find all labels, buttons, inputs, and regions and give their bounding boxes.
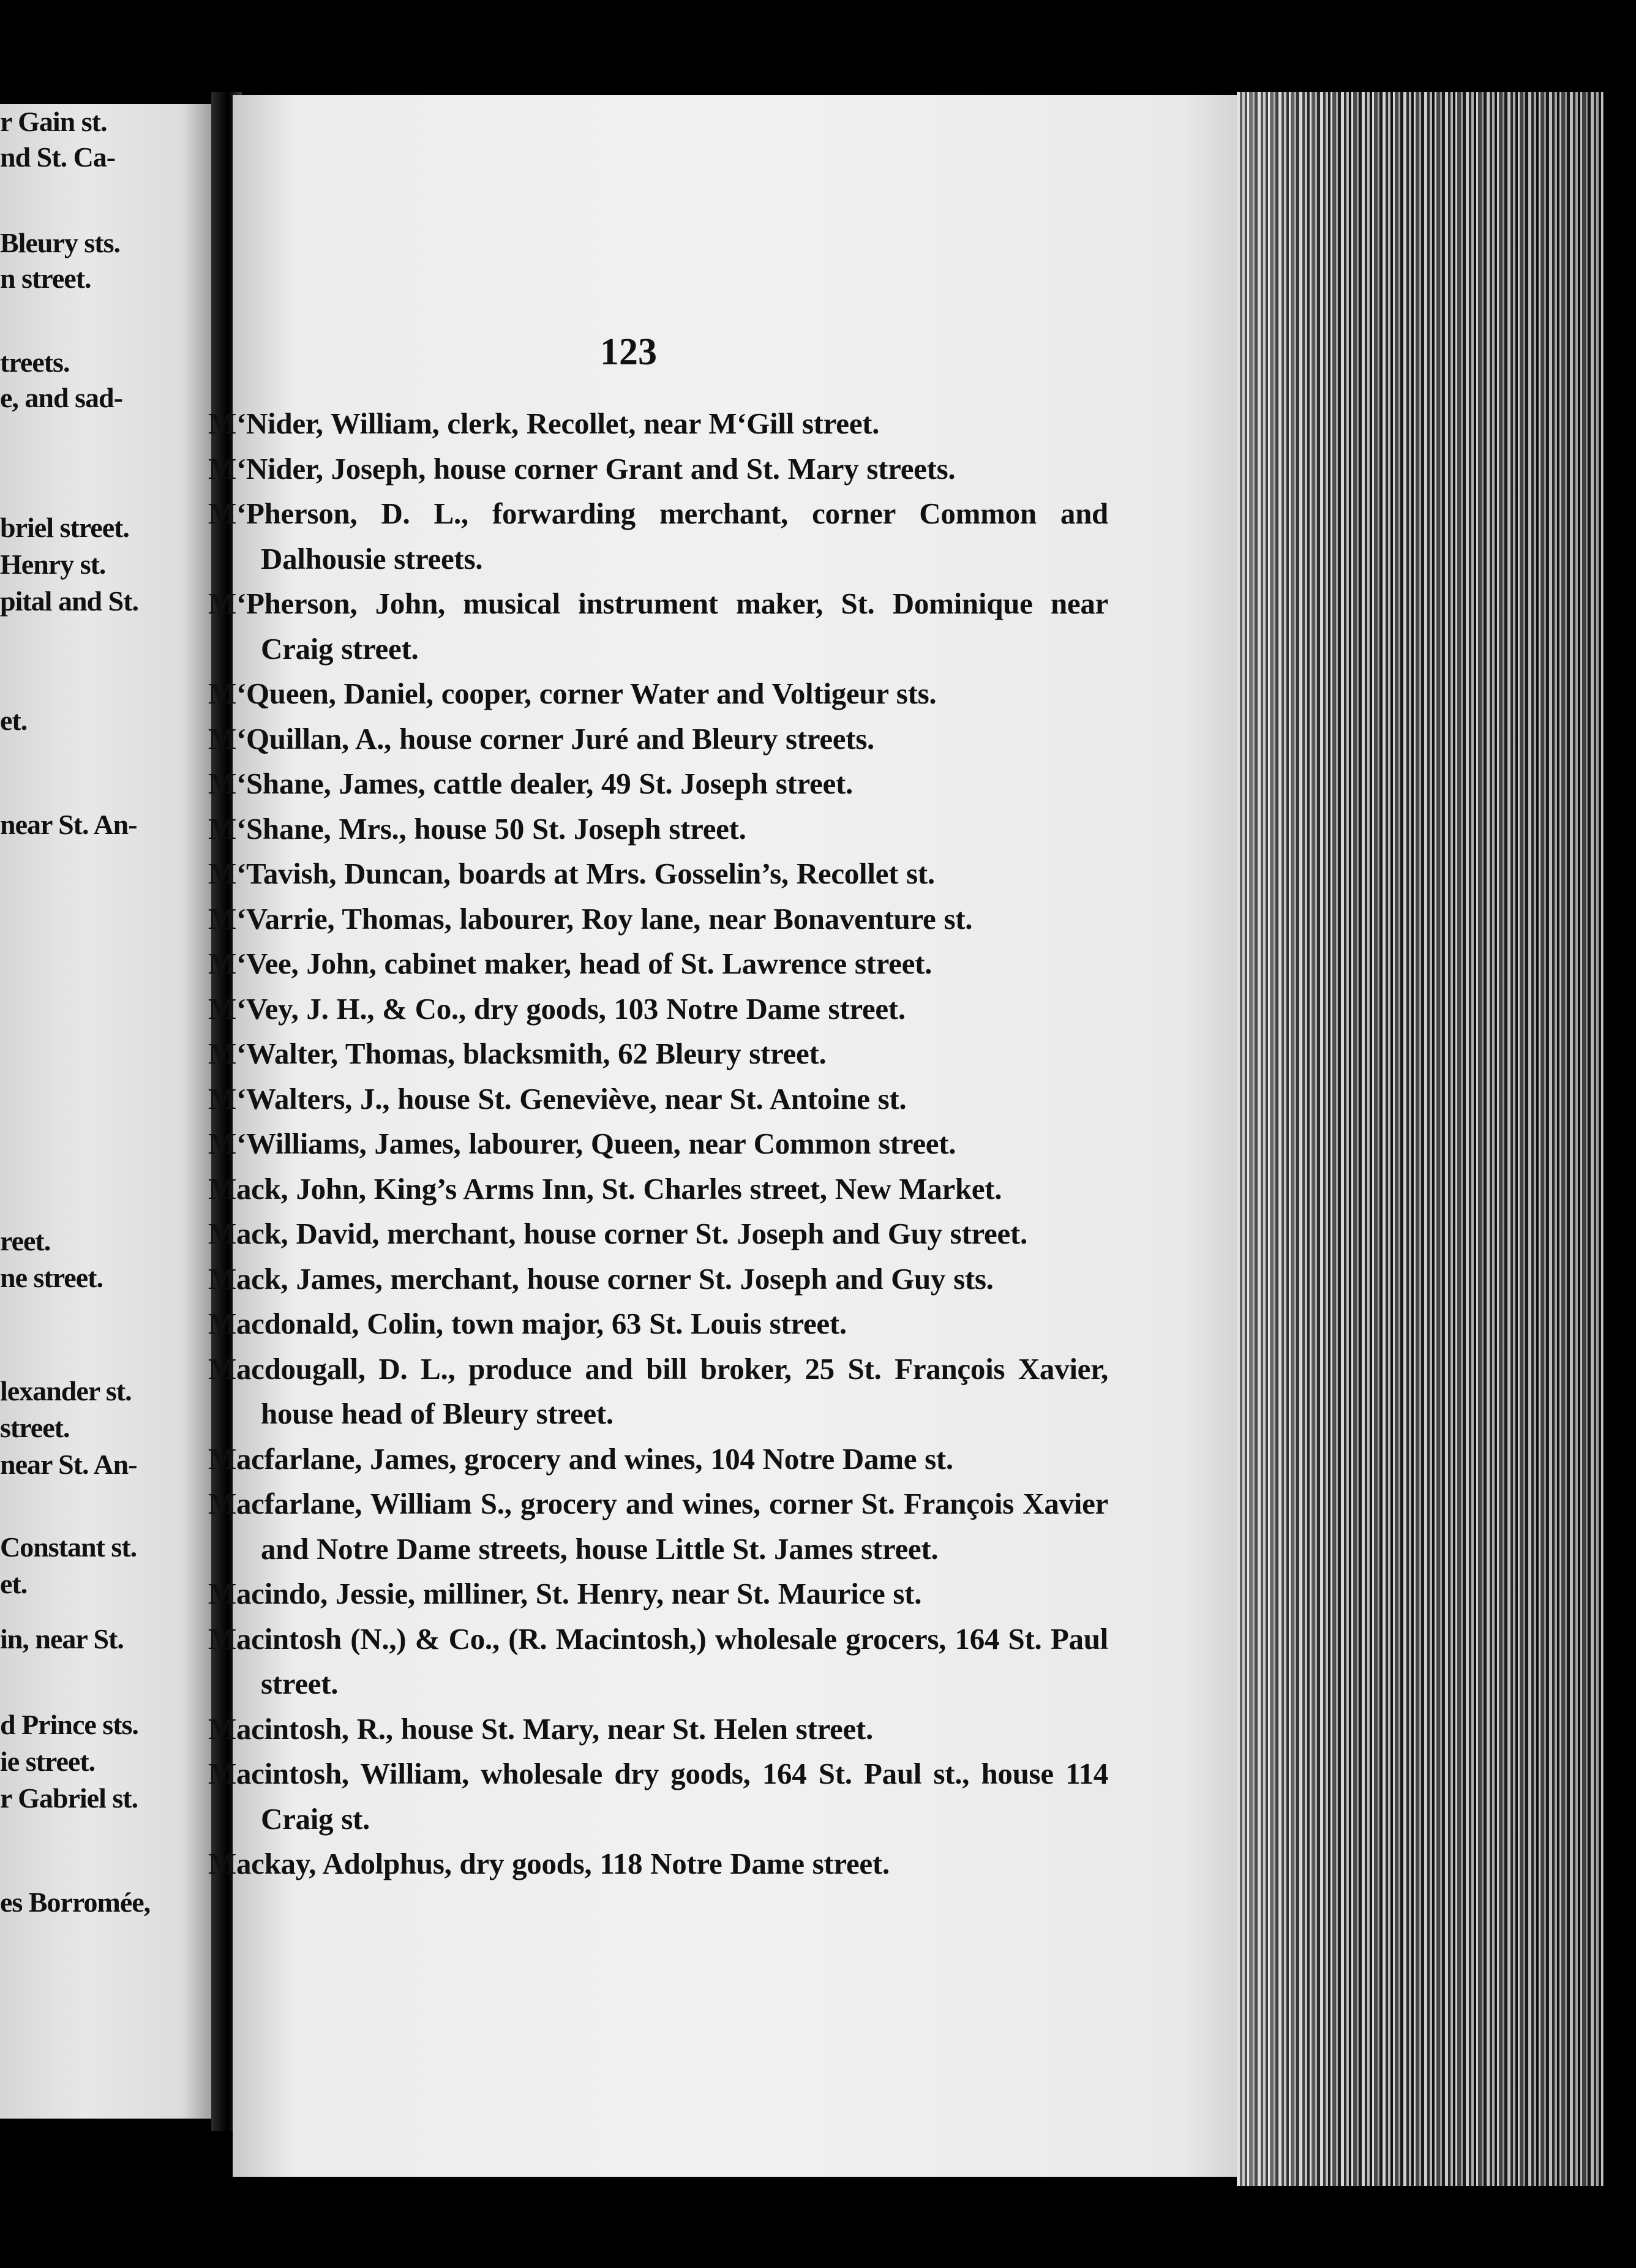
directory-entry: Macindo, Jessie, milliner, St. Henry, near St. Maurice st. [208, 1577, 922, 1610]
left-page-fragment: briel street. [0, 512, 129, 543]
directory-entry: Mack, John, King’s Arms Inn, St. Charles street, New Market. [208, 1171, 1002, 1206]
directory-entry: M‘Shane, James, cattle dealer, 49 St. Joseph street. [208, 767, 853, 800]
left-page-fragment: in, near St. [0, 1623, 124, 1654]
directory-entry: Macintosh, R., house St. Mary, near St. Helen street. [208, 1711, 873, 1746]
left-page-fragment: ie street. [0, 1746, 96, 1777]
directory-entry: M‘Queen, Daniel, cooper, corner Water and Voltigeur sts. [208, 677, 937, 710]
left-page-fragment: pital and St. [0, 585, 139, 617]
directory-entry: M‘Shane, Mrs., house 50 St. Joseph street. [208, 811, 746, 846]
directory-entry: Mack, James, merchant, house corner St. Joseph and Guy sts. [208, 1261, 994, 1296]
left-page-fragment: es Borromée, [0, 1887, 151, 1918]
directory-entry-list [208, 401, 1108, 1887]
directory-entry: M‘Nider, Joseph, house corner Grant and St. Mary streets. [208, 451, 956, 486]
directory-entry: M‘Walter, Thomas, blacksmith, 62 Bleury street. [208, 1037, 827, 1070]
directory-entry: Macfarlane, James, grocery and wines, 104 Notre Dame st. [208, 1441, 953, 1476]
left-page-fragment: Constant st. [0, 1531, 137, 1563]
left-page-fragment: nd St. Ca- [0, 141, 116, 173]
directory-entry: M‘Tavish, Duncan, boards at Mrs. Gosselin’s, Recollet st. [208, 857, 935, 890]
left-page-fragment: r Gain st. [0, 106, 107, 137]
left-page-fragment: d Prince sts. [0, 1709, 138, 1740]
page-number: 123 [600, 331, 657, 373]
directory-entry: M‘Nider, William, clerk, Recollet, near M‘Gill street. [208, 407, 880, 440]
left-page-fragment: et. [0, 1568, 28, 1599]
directory-entry: M‘Walters, J., house St. Geneviève, near St. Antoine st. [208, 1081, 907, 1116]
directory-entry: Mack, David, merchant, house corner St. Joseph and Guy street. [208, 1217, 1027, 1250]
left-page-fragment: r Gabriel st. [0, 1782, 138, 1814]
left-page-fragment: et. [0, 705, 28, 736]
left-page-fragment: ne street. [0, 1262, 103, 1293]
left-page-fragment: treets. [0, 347, 70, 378]
left-page-fragment: near St. An- [0, 1449, 137, 1480]
directory-entry: M‘Williams, James, labourer, Queen, near Common street. [208, 1127, 956, 1160]
previous-page-sliver [0, 104, 214, 2119]
page-edges-stack [1237, 92, 1604, 2186]
left-page-fragment: Bleury sts. [0, 227, 120, 258]
left-page-fragment: lexander st. [0, 1375, 132, 1406]
directory-entry: Macintosh (N.,) & Co., (R. Macintosh,) wholesale grocers, 164 St. Paul street. [208, 1621, 1108, 1700]
directory-entry: Mackay, Adolphus, dry goods, 118 Notre Dame street. [208, 1847, 890, 1880]
directory-entry: M‘Quillan, A., house corner Juré and Bleury streets. [208, 721, 874, 756]
left-page-fragment: Henry st. [0, 549, 106, 580]
directory-entry: Macintosh, William, wholesale dry goods, 164 St. Paul st., house 114 Craig st. [208, 1757, 1108, 1836]
directory-entry: Macdonald, Colin, town major, 63 St. Louis street. [208, 1307, 847, 1340]
directory-entry: M‘Varrie, Thomas, labourer, Roy lane, near Bonaventure st. [208, 901, 973, 936]
directory-entry: M‘Pherson, John, musical instrument maker, St. Dominique near Craig street. [208, 587, 1108, 666]
directory-entry: M‘Vee, John, cabinet maker, head of St. Lawrence street. [208, 947, 932, 980]
left-page-fragment: reet. [0, 1225, 51, 1256]
directory-entry: M‘Vey, J. H., & Co., dry goods, 103 Notre Dame street. [208, 991, 906, 1026]
directory-entry: Macdougall, D. L., produce and bill broker, 25 St. François Xavier, house head of Bleury street. [208, 1351, 1108, 1430]
left-page-fragment: street. [0, 1412, 70, 1443]
left-page-fragment: e, and sad- [0, 382, 122, 413]
directory-page [208, 95, 1243, 2177]
directory-entry: Macfarlane, William S., grocery and wines, corner St. François Xavier and Notre Dame streets, house Little St. James street. [208, 1487, 1108, 1566]
left-page-fragment: n street. [0, 263, 91, 294]
directory-entry: M‘Pherson, D. L., forwarding merchant, corner Common and Dalhousie streets. [208, 497, 1108, 576]
left-page-fragment: near St. An- [0, 809, 137, 840]
